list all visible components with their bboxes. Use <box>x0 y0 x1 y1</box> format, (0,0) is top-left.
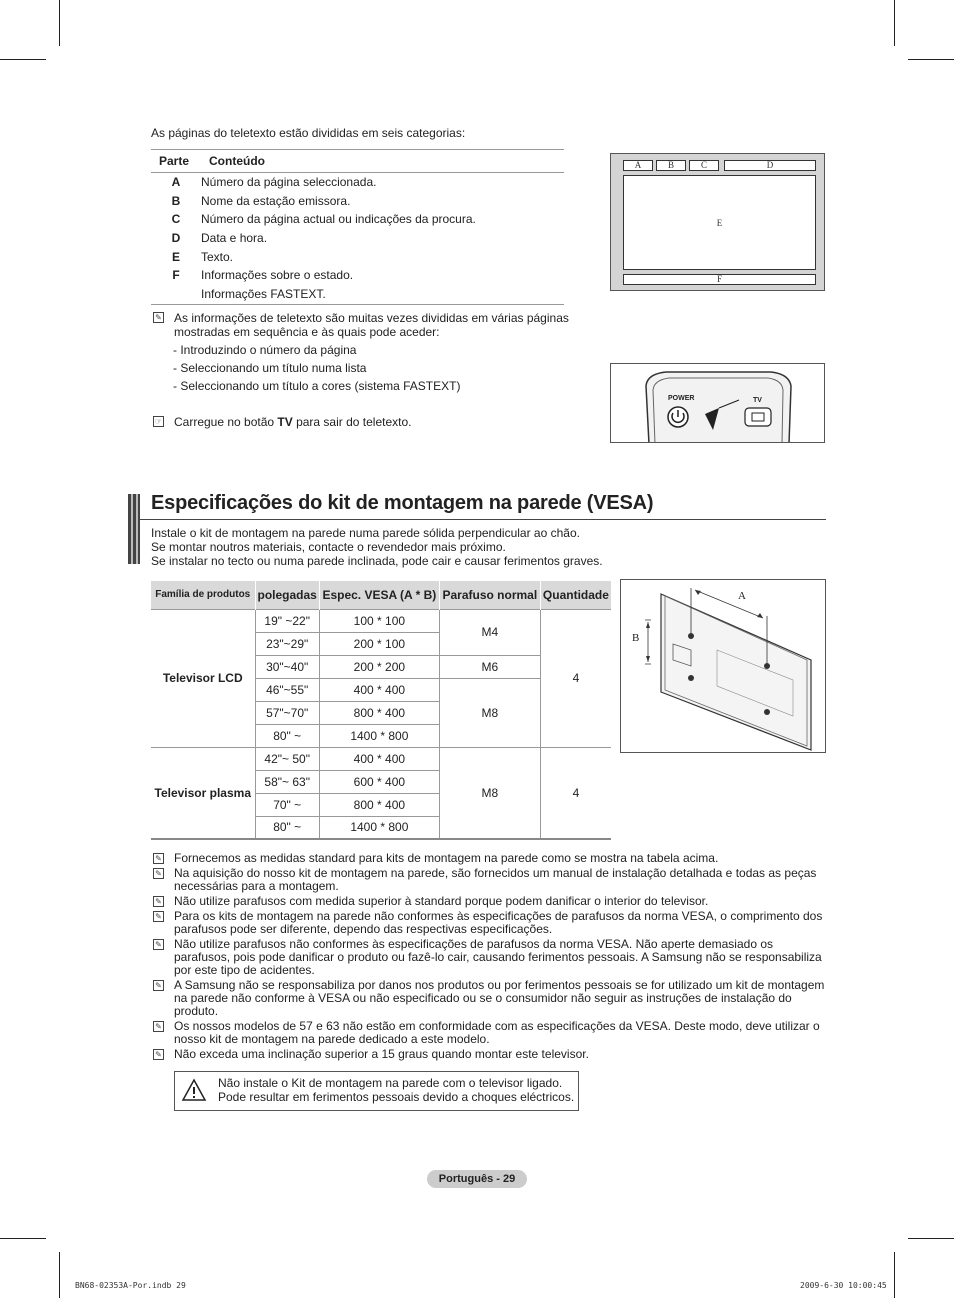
list-item: - Seleccionando um título numa lista <box>173 361 367 375</box>
teletext-access-list <box>173 341 460 395</box>
section-divider <box>140 519 826 520</box>
remote-illustration <box>610 363 825 443</box>
family-lcd: Televisor LCD <box>151 609 255 747</box>
note-icon: ✎ <box>153 896 164 907</box>
crop-mark <box>894 1252 895 1298</box>
section-title: Especificações do kit de montagem na parede (VESA) <box>151 492 654 514</box>
note-icon: ✎ <box>153 1049 164 1060</box>
page-number: Português - 29 <box>427 1170 527 1188</box>
table-row: D Data e hora. <box>171 230 268 245</box>
header-inches: polegadas <box>255 581 319 609</box>
table-row: 80" ~ 1400 * 800 <box>151 816 611 839</box>
note-icon: ✎ <box>153 911 164 922</box>
diagram-label-a: A <box>738 590 746 602</box>
teletext-note: ✎ As informações de teletexto são muitas vezes divididas em várias páginas mostradas em sequência e às quais pode aceder: <box>151 311 571 339</box>
list-item: ✎ Os nossos modelos de 57 e 63 não estão em conformidade com as especificações da VESA. Deste modo, deve utilizar o nosso kit de montagem na parede dedicado a este modelo. <box>151 1020 827 1046</box>
table-row: F Informações sobre o estado. <box>172 268 354 283</box>
list-item: - Seleccionando um título a cores (sistema FASTEXT) <box>173 379 461 393</box>
diagram-label-a: A <box>623 160 653 171</box>
vesa-spec-table <box>151 581 611 840</box>
header-spec: Espec. VESA (A * B) <box>319 581 439 609</box>
teletext-intro: As páginas do teletexto estão divididas em seis categorias: <box>151 126 466 140</box>
table-row: 70" ~ 800 * 400 <box>151 793 611 816</box>
header-qty: Quantidade <box>540 581 611 609</box>
power-label: POWER <box>668 395 695 402</box>
print-file-info: BN68-02353A-Por.indb 29 <box>75 1281 186 1290</box>
table-row: A Número da página seleccionada. <box>171 175 377 190</box>
header-content: Conteúdo <box>201 150 564 173</box>
header-screw: Parafuso normal <box>439 581 540 609</box>
diagram-label-b: B <box>632 632 640 644</box>
teletext-layout-diagram <box>610 153 825 291</box>
vesa-notes <box>151 852 827 1063</box>
press-icon: ☞ <box>154 417 163 426</box>
tv-back-icon <box>621 580 827 754</box>
header-family: Família de produtos <box>151 581 255 609</box>
table-row: Televisor plasma 42"~ 50" 400 * 400 M8 4 <box>151 747 611 770</box>
crop-mark <box>908 59 954 60</box>
family-plasma: Televisor plasma <box>151 747 255 839</box>
crop-mark <box>0 59 46 60</box>
crop-mark <box>59 1252 60 1298</box>
table-row: E Texto. <box>171 249 234 264</box>
diagram-label-f: F <box>623 274 816 285</box>
table-row: B Nome da estação emissora. <box>171 193 351 208</box>
print-timestamp: 2009-6-30 10:00:45 <box>800 1281 887 1290</box>
crop-mark <box>908 1238 954 1239</box>
teletext-exit-note: ☞ Carregue no botão TV para sair do teletexto. <box>154 415 412 429</box>
header-part: Parte <box>151 150 201 173</box>
list-item: - Introduzindo o número da página <box>173 343 357 357</box>
diagram-label-b: B <box>656 160 686 171</box>
note-icon: ✎ <box>153 868 164 879</box>
note-icon: ✎ <box>153 939 164 950</box>
note-icon: ✎ <box>153 312 164 323</box>
warning-icon <box>181 1078 207 1102</box>
list-item: ✎ A Samsung não se responsabiliza por danos nos produtos ou por ferimentos pessoais se for utilizado um kit de montagem na parede não conforme à VESA ou não especificado ou se o consumidor não seguir as instruções de instalação do produto. <box>151 979 827 1018</box>
tv-label: TV <box>753 397 762 404</box>
list-item: ✎ Não utilize parafusos não conformes às especificações de parafusos da norma VESA. Não aperte demasiado os parafusos, pois pode danificar o produto ou fazê-lo cair, causando ferimentos pessoais. A Samsung não se responsabiliza por este tipo de acidentes. <box>151 938 827 977</box>
diagram-label-e: E <box>623 175 816 270</box>
section-marker <box>128 494 140 564</box>
crop-mark <box>894 0 895 46</box>
table-row: 30"~40" 200 * 200 M6 <box>151 655 611 678</box>
note-icon: ✎ <box>153 853 164 864</box>
list-item: ✎ Fornecemos as medidas standard para kits de montagem na parede como se mostra na tabela acima. <box>151 852 827 865</box>
vesa-intro: Instale o kit de montagem na parede numa parede sólida perpendicular ao chão. Se montar noutros materiais, contacte o revendedor mais próximo. Se instalar no tecto ou numa parede inclinada, pode cair e causar ferimentos graves. <box>151 526 603 568</box>
list-item: ✎ Não exceda uma inclinação superior a 15 graus quando montar este televisor. <box>151 1048 827 1061</box>
table-row: 80" ~ 1400 * 800 <box>151 724 611 747</box>
note-icon: ✎ <box>153 1021 164 1032</box>
list-item: ✎ Na aquisição do nosso kit de montagem na parede, são fornecidos um manual de instalação detalhada e todas as peças necessárias para a montagem. <box>151 867 827 893</box>
table-row: 23"~29" 200 * 100 <box>151 632 611 655</box>
table-row: Informações FASTEXT. <box>151 285 564 305</box>
table-row: 46"~55" 400 * 400 M8 <box>151 678 611 701</box>
note-icon: ✎ <box>153 980 164 991</box>
table-row: Televisor LCD 19" ~22" 100 * 100 M4 4 <box>151 609 611 632</box>
table-row: C Número da página actual ou indicações da procura. <box>171 212 476 227</box>
teletext-parts-table <box>151 149 564 305</box>
table-row: 57"~70" 800 * 400 <box>151 701 611 724</box>
wall-mount-diagram <box>620 579 826 753</box>
diagram-label-d: D <box>724 160 816 171</box>
list-item: ✎ Para os kits de montagem na parede não conformes às especificações de parafusos da norma VESA, o comprimento dos parafusos pode ser diferente, dependo das respectivas especificações. <box>151 910 827 936</box>
warning-box: Não instale o Kit de montagem na parede com o televisor ligado. Pode resultar em ferimentos pessoais devido a choques eléctricos. <box>174 1071 579 1111</box>
table-row: 58"~ 63" 600 * 400 <box>151 770 611 793</box>
remote-icon <box>611 364 825 443</box>
crop-mark <box>0 1238 46 1239</box>
crop-mark <box>59 0 60 46</box>
diagram-label-c: C <box>689 160 719 171</box>
list-item: ✎ Não utilize parafusos com medida superior à standard porque podem danificar o interior do televisor. <box>151 895 827 908</box>
